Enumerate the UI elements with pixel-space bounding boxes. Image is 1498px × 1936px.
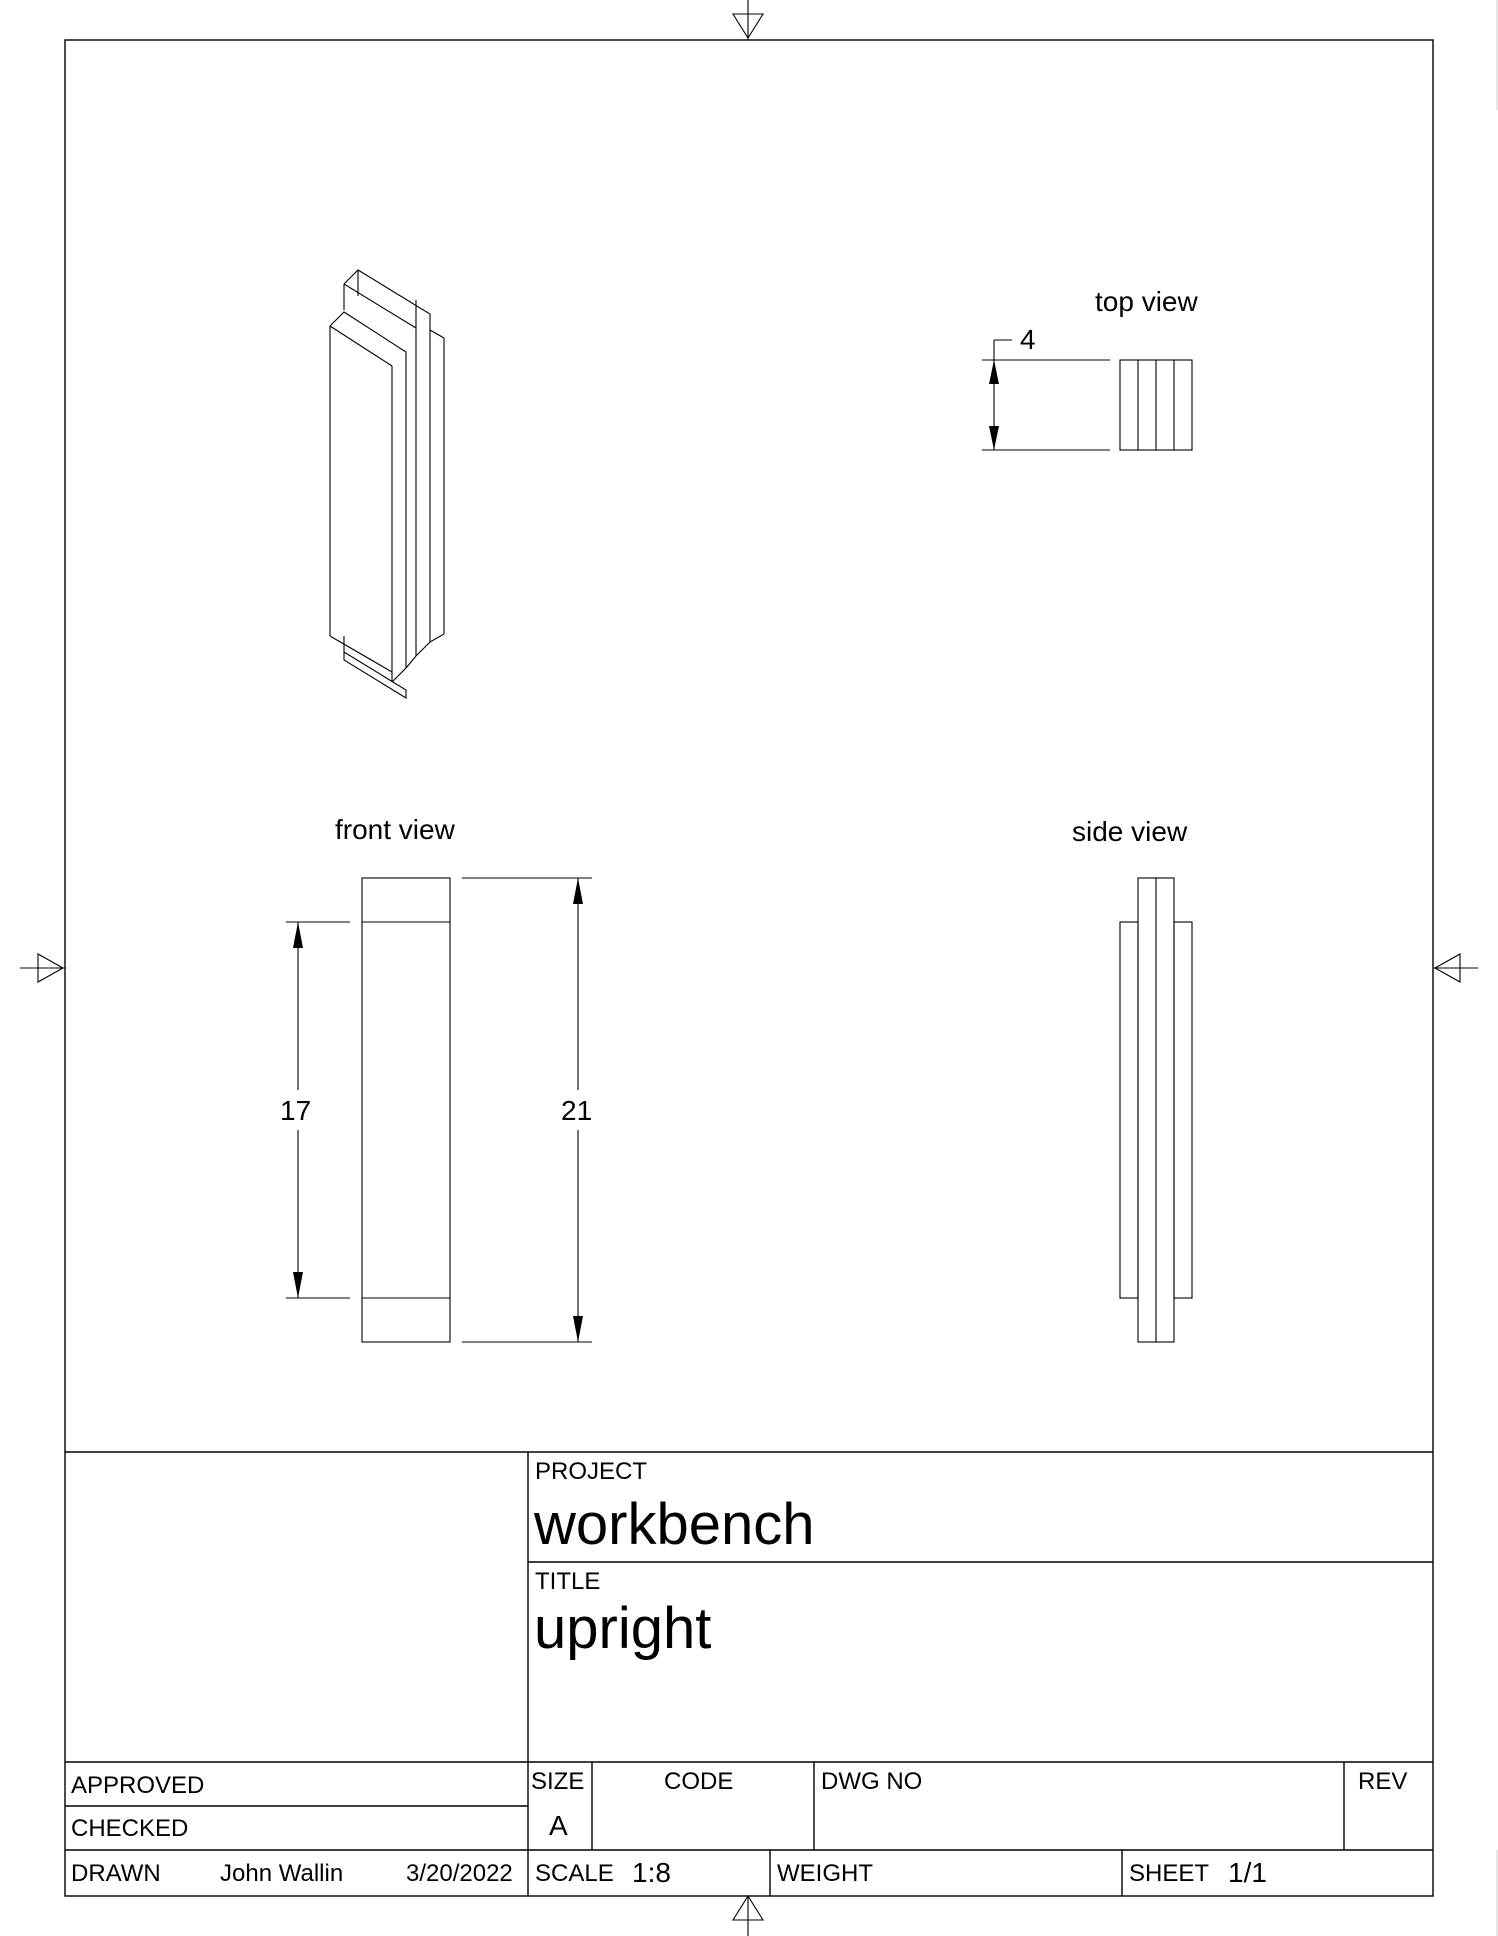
side-view-label: side view bbox=[1072, 816, 1188, 847]
center-mark-left bbox=[20, 954, 65, 982]
side-view bbox=[1120, 878, 1192, 1342]
top-view bbox=[982, 340, 1192, 450]
scale-label: SCALE bbox=[535, 1860, 614, 1887]
rev-label: REV bbox=[1358, 1768, 1408, 1795]
drawn-label: DRAWN bbox=[71, 1860, 161, 1887]
isometric-view bbox=[330, 270, 444, 698]
approved-label: APPROVED bbox=[71, 1772, 205, 1799]
checked-label: CHECKED bbox=[71, 1815, 189, 1842]
project-value: workbench bbox=[534, 1492, 815, 1557]
size-label: SIZE bbox=[531, 1768, 585, 1795]
dimension-overall-height: 21 bbox=[561, 1095, 593, 1126]
drawing-border bbox=[65, 40, 1433, 1896]
center-mark-top bbox=[733, 0, 763, 40]
title-label: TITLE bbox=[535, 1568, 601, 1595]
front-view bbox=[286, 878, 592, 1342]
front-view-label: front view bbox=[335, 814, 455, 845]
drawn-by: John Wallin bbox=[220, 1860, 344, 1887]
scale-value: 1:8 bbox=[632, 1857, 671, 1888]
dwg-no-label: DWG NO bbox=[821, 1768, 923, 1795]
size-value: A bbox=[549, 1810, 568, 1841]
code-label: CODE bbox=[664, 1768, 734, 1795]
sheet-value: 1/1 bbox=[1228, 1857, 1267, 1888]
project-label: PROJECT bbox=[535, 1458, 648, 1485]
drawn-date: 3/20/2022 bbox=[406, 1860, 513, 1887]
center-mark-right bbox=[1433, 954, 1478, 982]
weight-label: WEIGHT bbox=[777, 1860, 873, 1887]
center-mark-bottom bbox=[733, 1896, 763, 1936]
dimension-inner-height: 17 bbox=[280, 1095, 312, 1126]
dimension-top-depth: 4 bbox=[1020, 324, 1036, 355]
top-view-label: top view bbox=[1095, 286, 1198, 317]
sheet-label: SHEET bbox=[1129, 1860, 1210, 1887]
title-value: upright bbox=[534, 1596, 712, 1661]
